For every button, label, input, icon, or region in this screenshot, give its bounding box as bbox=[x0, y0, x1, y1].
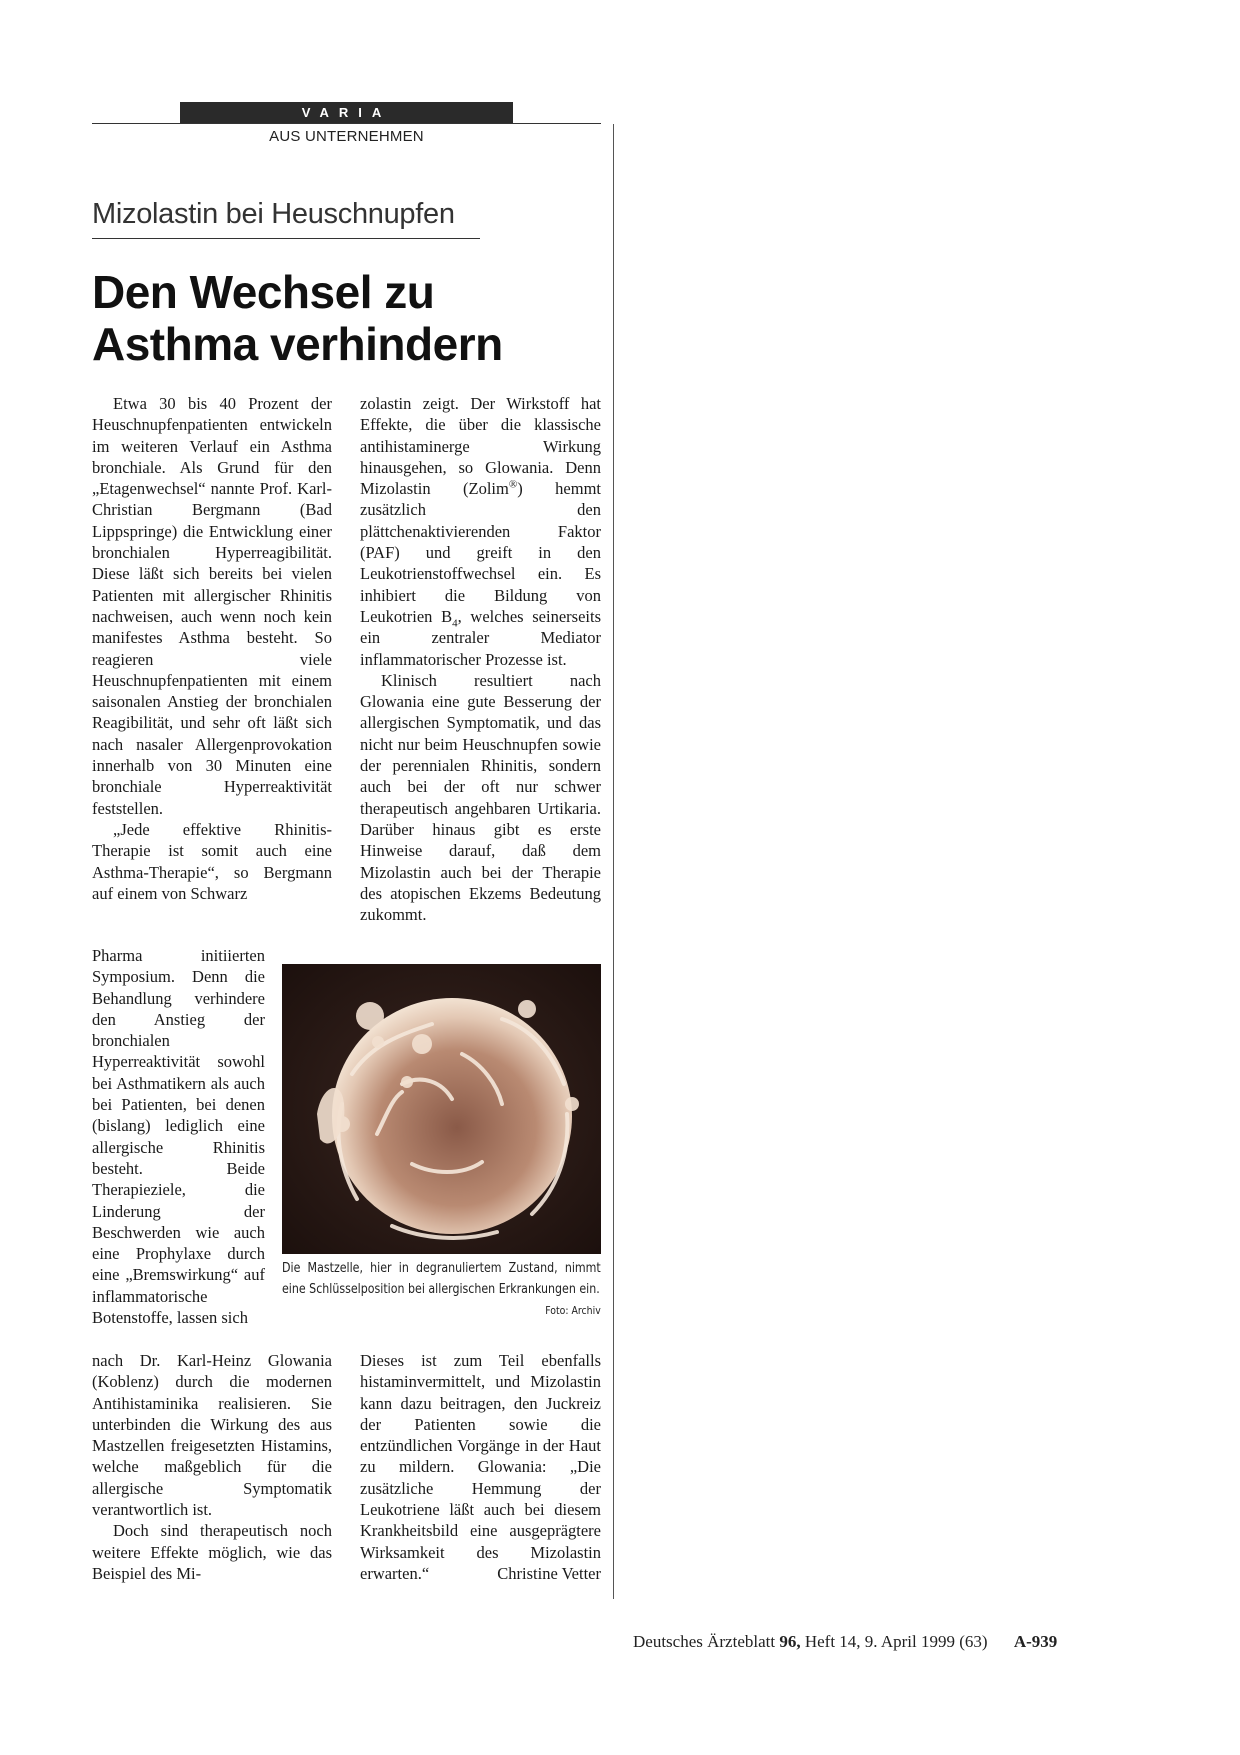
text-run: zolastin zeigt. Der Wirkstoff hat Effekte, die über die klassische antihistaminerge Wirkung hinausgehen, so Glowania. Denn Mizolastin (Zolim bbox=[360, 394, 601, 499]
figure-caption bbox=[282, 1258, 601, 1321]
issue-info: Heft 14, 9. April 1999 (63) bbox=[804, 1632, 988, 1651]
header-rule bbox=[92, 123, 601, 124]
registered-mark: ® bbox=[508, 478, 518, 491]
text-run: Dieses ist zum Teil ebenfalls histaminvermittelt, und Mizolastin kann dazu beitragen, den Juckreiz der Patienten sowie die entzündlichen Vorgänge in der Haut zu mildern. Glowania: „Die zusätzliche Hemmung der Leukotriene läßt auch bei diesem Krankheitsbild eine ausgeprägtere Wirksamkeit des Mizolastin erwarten.“ bbox=[360, 1351, 601, 1583]
headline-line-1: Den Wechsel zu bbox=[92, 266, 435, 318]
text-run: , welches seinerseits ein zentraler Mediator inflammatorischer Prozesse ist. bbox=[360, 606, 601, 669]
paragraph: Pharma initiierten Symposium. Denn die Behandlung verhindere den Anstieg der bronchialen Hyperreaktivität sowohl bei Asthmatikern als auch bei Patienten, bei denen (bislang) lediglich eine allergische Rhinitis besteht. Beide Therapieziele, die Linderung der Beschwerden wie auch eine Prophylaxe durch eine „Bremswirkung“ auf inflammatorische Botenstoffe, lassen sich bbox=[92, 946, 265, 1328]
caption-text: Die Mastzelle, hier in degranuliertem Zustand, nimmt eine Schlüsselposition bei allergischen Erkrankungen ein. bbox=[282, 1261, 601, 1297]
body-column-2 bbox=[360, 393, 601, 925]
text-run: ) hemmt zusätzlich den plättchenaktivierenden Faktor (PAF) und greift in den Leukotrienstoffwechsel ein. Es inhibiert die Bildung von Leukotrien B bbox=[360, 479, 601, 626]
subscript: 4 bbox=[452, 617, 458, 630]
page-footer bbox=[633, 1632, 1057, 1652]
subsection-label: AUS UNTERNEHMEN bbox=[269, 128, 424, 145]
mast-cell-photo bbox=[282, 964, 601, 1254]
paragraph: Klinisch resultiert nach Glowania eine gute Besserung der allergischen Symptomatik, und das nicht nur beim Heuschnupfen sowie der perennialen Rhinitis, sondern auch bei der oft nur schwer therapeutisch angehbaren Urtikaria. Darüber hinaus gibt es erste Hinweise darauf, daß dem Mizolastin auch bei der Therapie des atopischen Ekzems Bedeutung zukommt. bbox=[360, 670, 601, 925]
paragraph bbox=[360, 1350, 601, 1584]
column-divider bbox=[613, 124, 614, 1599]
paragraph bbox=[360, 393, 601, 670]
section-band: VARIA bbox=[180, 102, 513, 123]
journal-name: Deutsches Ärzteblatt bbox=[633, 1632, 776, 1651]
paragraph: nach Dr. Karl-Heinz Glowania (Koblenz) durch die modernen Antihistaminika realisieren. Sie unterbinden die Wirkung des aus Mastzellen freigesetzten Histamins, welche maßgeblich für die allergische Symptomatik verantwortlich ist. bbox=[92, 1351, 332, 1520]
page-number: A-939 bbox=[1013, 1632, 1058, 1651]
body-column-1-lower bbox=[92, 1350, 332, 1584]
paragraph: Etwa 30 bis 40 Prozent der Heuschnupfenpatienten entwickeln im weiteren Verlauf ein Asthma bronchiale. Als Grund für den „Etagenwechsel“ nannte Prof. Karl-Christian Bergmann (Bad Lippspringe) die Entwicklung einer bronchialen Hyperreagibilität. Diese läßt sich bereits bei vielen Patienten mit allergischer Rhinitis nachweisen, auch wenn noch kein manifestes Asthma besteht. So reagieren viele Heuschnupfenpatienten mit einem saisonalen Anstieg der bronchialen Reagibilität, und sehr oft läßt sich nach nasaler Allergenprovokation innerhalb von 30 Minuten eine bronchiale Hyperreaktivität feststellen. bbox=[92, 394, 332, 818]
article-headline bbox=[92, 266, 612, 370]
paragraph: Doch sind therapeutisch noch weitere Effekte möglich, wie das Beispiel des Mi- bbox=[92, 1521, 332, 1583]
paragraph: „Jede effektive Rhinitis-Therapie ist somit auch eine Asthma-Therapie“, so Bergmann auf einem von Schwarz bbox=[92, 819, 332, 903]
body-column-2-lower bbox=[360, 1350, 601, 1584]
body-column-1-wrap bbox=[92, 945, 265, 1328]
kicker-underline bbox=[92, 238, 480, 239]
headline-line-2: Asthma verhindern bbox=[92, 318, 503, 370]
body-column-1 bbox=[92, 393, 332, 904]
article-kicker: Mizolastin bei Heuschnupfen bbox=[92, 198, 455, 230]
photo-credit: Foto: Archiv bbox=[545, 1304, 601, 1317]
volume-number: 96, bbox=[779, 1632, 801, 1651]
author-byline: Christine Vetter bbox=[497, 1563, 601, 1583]
